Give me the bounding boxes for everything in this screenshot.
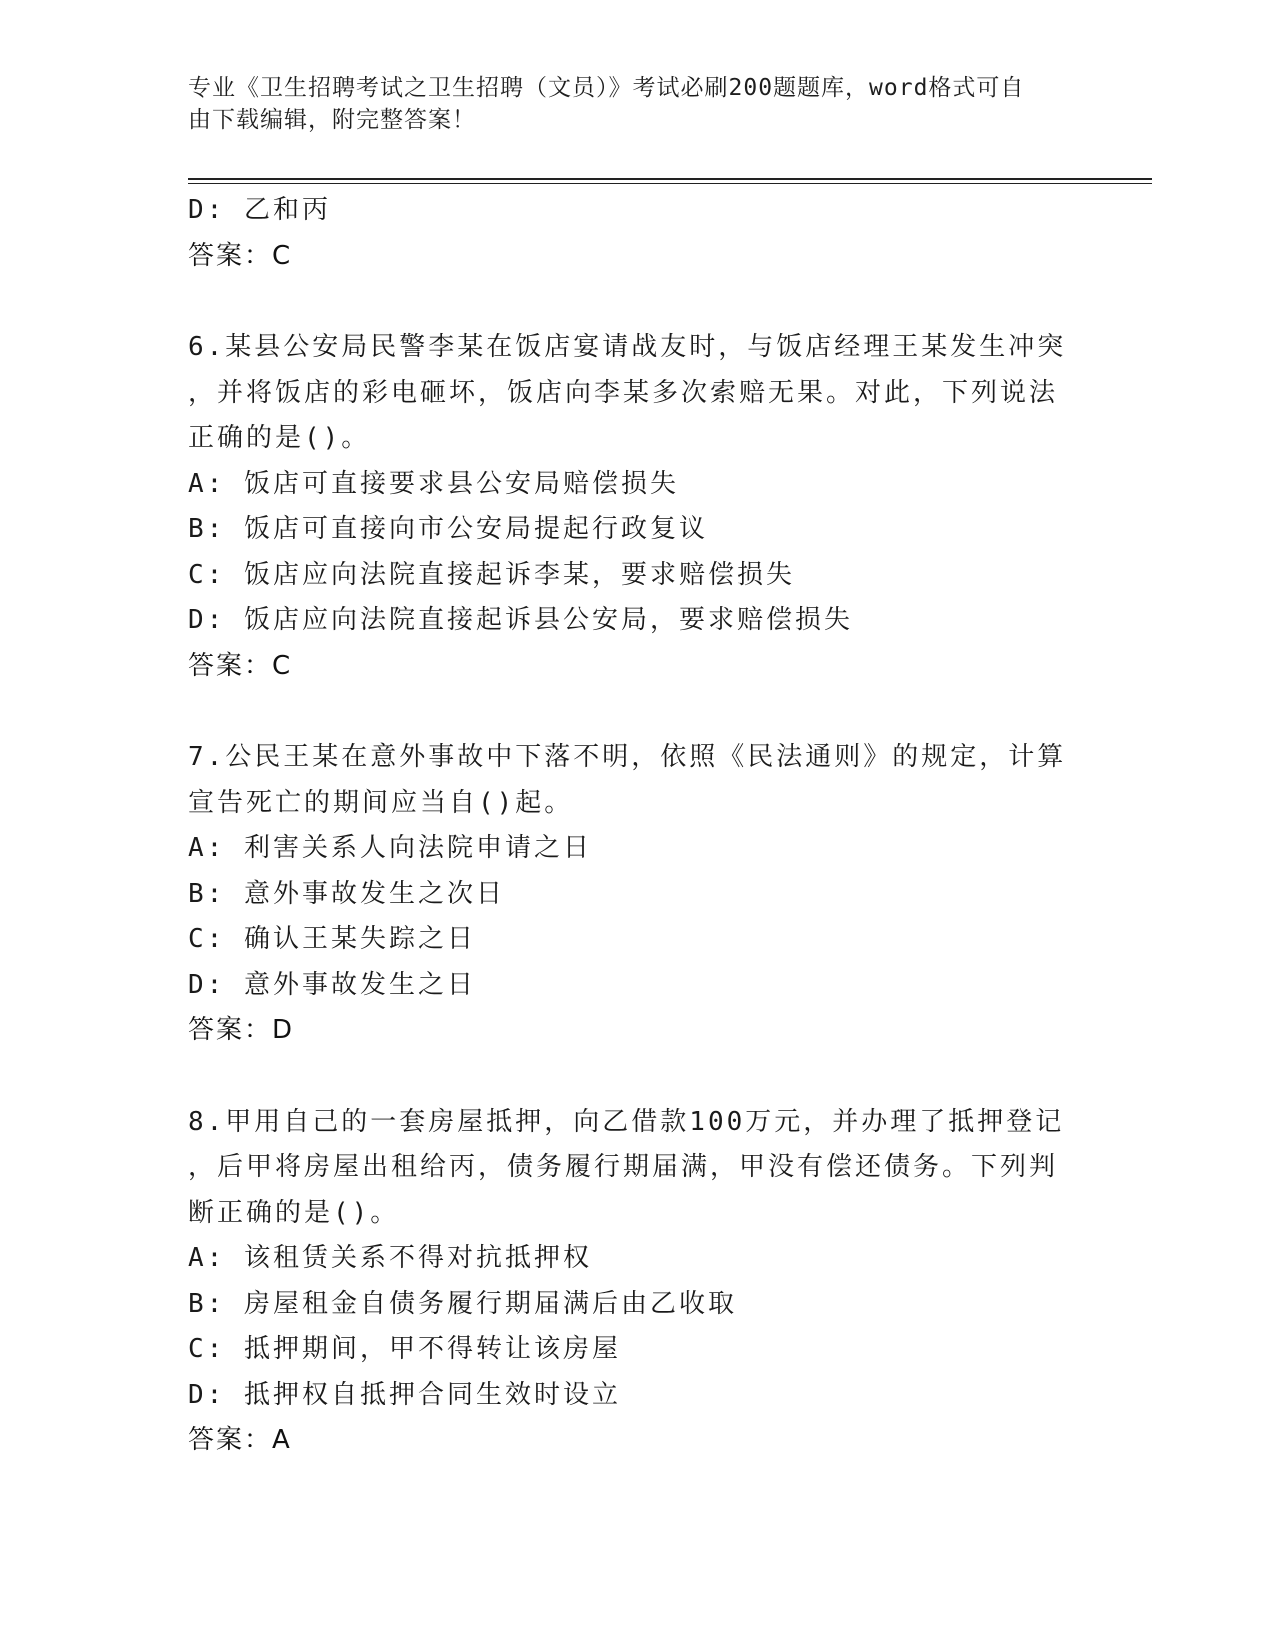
option-c: C: 抵押期间，甲不得转让该房屋	[188, 1334, 621, 1364]
option-b: B: 饭店可直接向市公安局提起行政复议	[188, 514, 708, 544]
option-c: C: 确认王某失踪之日	[188, 924, 476, 954]
question-stem-line: 8.甲用自己的一套房屋抵押，向乙借款100万元，并办理了抵押登记	[188, 1106, 1065, 1137]
question-stem-line: 6.某县公安局民警李某在饭店宴请战友时，与饭店经理王某发生冲突	[188, 332, 1067, 362]
question-8	[188, 1100, 1088, 1464]
answer-line: 答案：C	[188, 240, 293, 271]
option-b: B: 意外事故发生之次日	[188, 878, 505, 909]
header-divider-thick	[188, 178, 1152, 180]
spacer	[188, 279, 1088, 325]
question-stem-line: ，并将饭店的彩电砸坏，饭店向李某多次索赔无果。对此，下列说法	[188, 377, 1059, 408]
question-6	[188, 325, 1088, 689]
answer-line: 答案：D	[188, 1015, 295, 1045]
question-stem-line: 宣告死亡的期间应当自()起。	[188, 787, 574, 818]
option-a: A: 该租赁关系不得对抗抵押权	[188, 1243, 592, 1273]
option-d: D: 乙和丙	[188, 195, 331, 225]
option-c: C: 饭店应向法院直接起诉李某，要求赔偿损失	[188, 559, 795, 590]
option-d: D: 抵押权自抵押合同生效时设立	[188, 1379, 621, 1410]
question-list	[188, 188, 1088, 1464]
option-d: D: 意外事故发生之日	[188, 969, 476, 1000]
question-stem-line: 正确的是()。	[188, 423, 371, 453]
previous-question-tail	[188, 188, 1088, 279]
option-d: D: 饭店应向法院直接起诉县公安局，要求赔偿损失	[188, 605, 853, 635]
question-7	[188, 735, 1088, 1054]
question-stem-line: 7.公民王某在意外事故中下落不明，依照《民法通则》的规定，计算	[188, 742, 1067, 772]
header-divider-thin	[188, 183, 1152, 184]
spacer	[188, 1054, 1088, 1100]
document-header	[188, 72, 1068, 136]
option-b: B: 房屋租金自债务履行期届满后由乙收取	[188, 1288, 737, 1319]
answer-line: 答案：A	[188, 1425, 292, 1455]
option-a: A: 饭店可直接要求县公安局赔偿损失	[188, 468, 679, 499]
option-a: A: 利害关系人向法院申请之日	[188, 833, 592, 863]
header-line-1: 专业《卫生招聘考试之卫生招聘（文员）》考试必刷200题题库，word格式可自	[188, 75, 1025, 101]
spacer	[188, 689, 1088, 735]
question-stem-line: ，后甲将房屋出租给丙，债务履行期届满，甲没有偿还债务。下列判	[188, 1152, 1059, 1182]
header-line-2: 由下载编辑，附完整答案！	[188, 107, 476, 133]
answer-line: 答案：C	[188, 650, 293, 681]
question-stem-line: 断正确的是()。	[188, 1197, 400, 1228]
